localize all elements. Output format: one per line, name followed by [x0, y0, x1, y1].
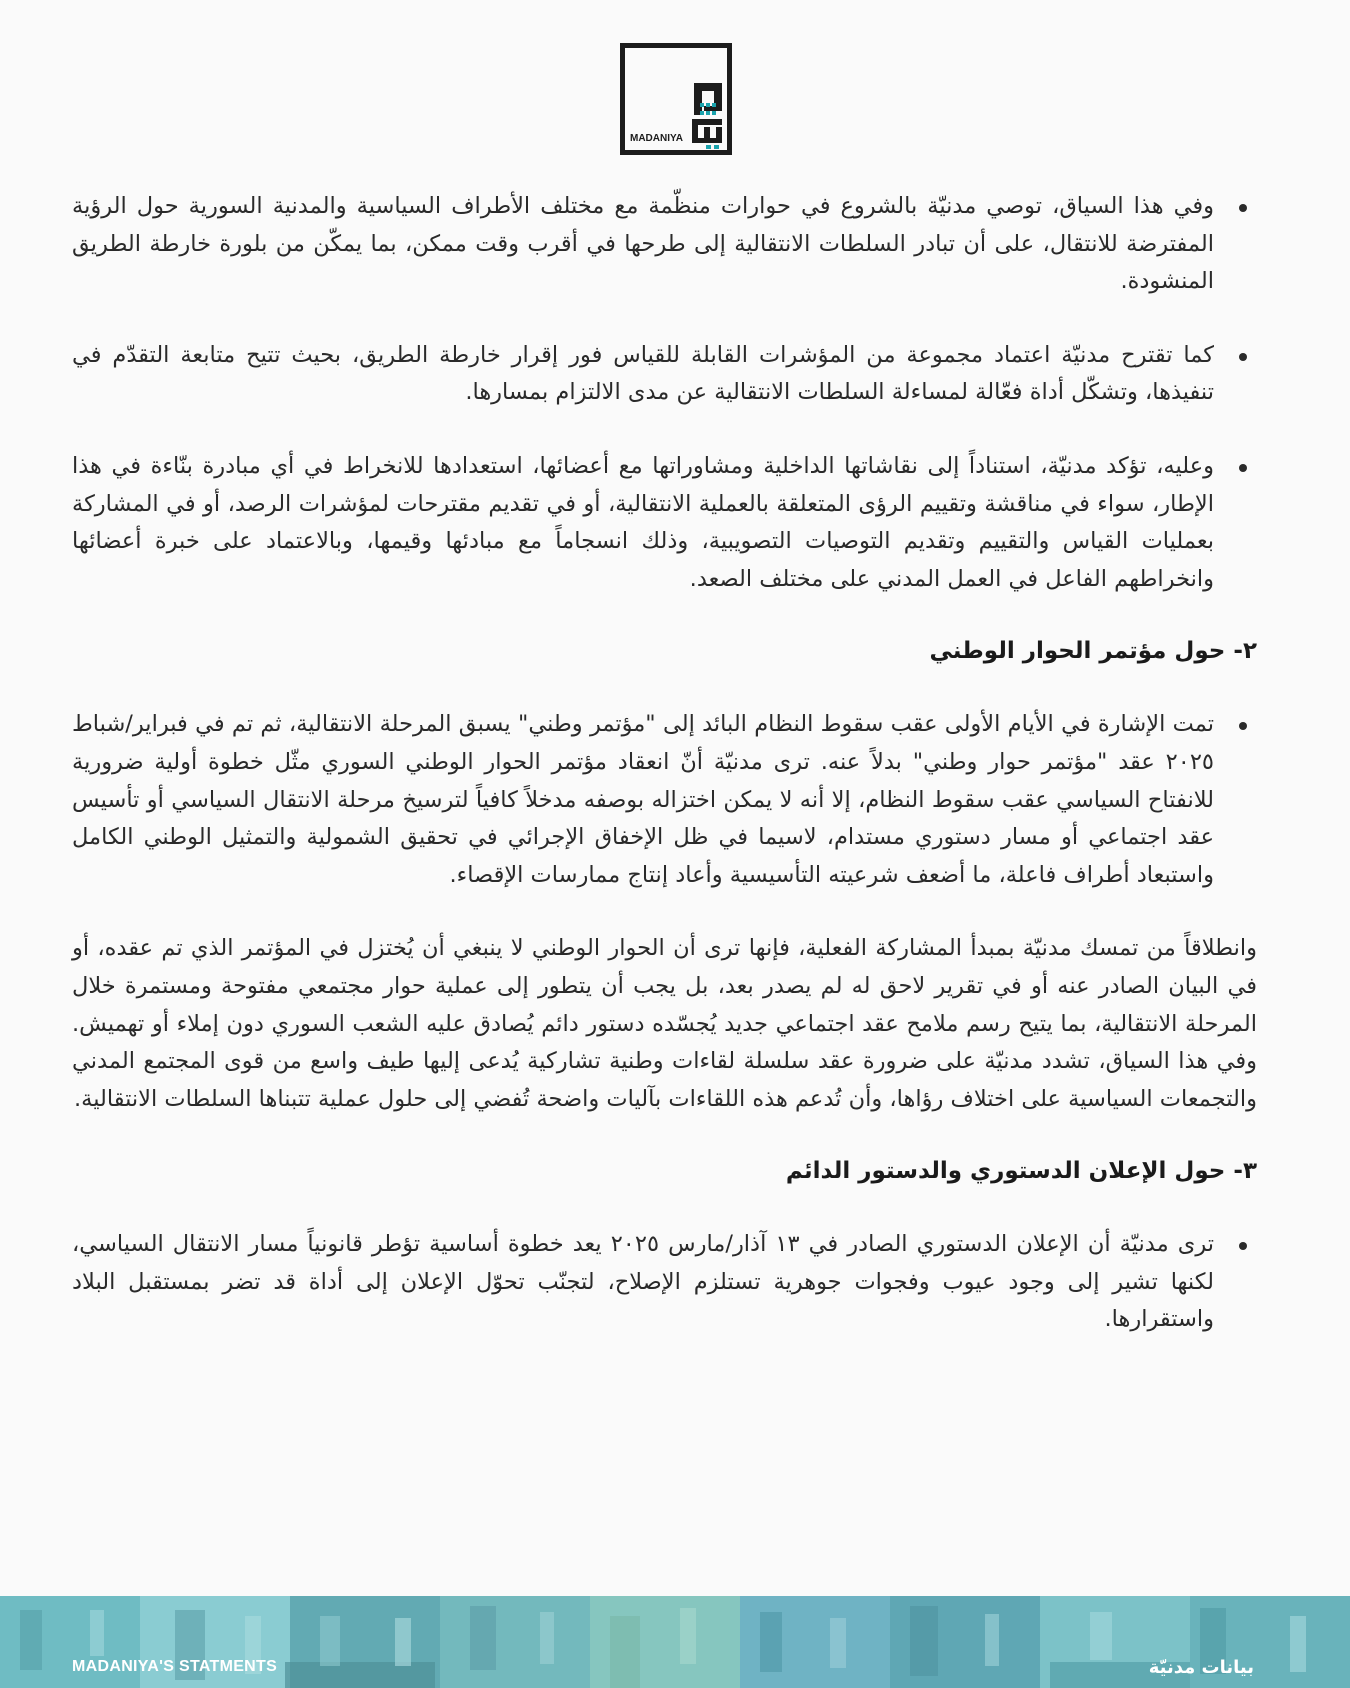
list-item [72, 337, 1257, 412]
logo-text: MADANIYA [630, 133, 683, 144]
madaniya-logo-icon [620, 43, 732, 155]
footer-title-ar: بيانات مدنيّة [1148, 1657, 1254, 1678]
body-paragraph: وانطلاقاً من تمسك مدنيّة بمبدأ المشاركة الفعلية، فإنها ترى أن الحوار الوطني لا ينبغي أن يُختزل في المؤتمر الذي تم عقده، أو في البيان الصادر عنه أو في تقرير لاحق له لم يصدر بعد، بل يجب أن يتطور إلى عملية حوار مجتمعي مفتوحة ومستمرة خلال المرحلة الانتقالية، بما يتيح رسم ملامح عقد اجتماعي جديد يُجسّده دستور دائم يُصادق عليه الشعب السوري دون إملاء أو تهميش. وفي هذا السياق، تشدد مدنيّة على ضرورة عقد سلسلة لقاءات وطنية تشاركية يُدعى إليها طيف واسع من قوى المجتمع المدني والتجمعات السياسية على اختلاف رؤاها، وأن تُدعم هذه اللقاءات بآليات واضحة تُفضي إلى حلول عملية تتبناها السلطات الانتقالية. [72, 935, 1257, 1112]
list-item-text: وفي هذا السياق، توصي مدنيّة بالشروع في حوارات منظّمة مع مختلف الأطراف السياسية والمدنية السورية حول الرؤية المفترضة للانتقال، على أن تبادر السلطات الانتقالية إلى طرحها في أقرب وقت ممكن، بما يمكّن من بلورة خارطة الطريق المنشودة. [72, 193, 1214, 295]
bullet-icon [1239, 1242, 1247, 1250]
footer-title-en: MADANIYA'S STATMENTS [72, 1658, 278, 1675]
bullet-icon [1239, 722, 1247, 730]
page-footer [0, 1596, 1350, 1688]
statement-body [72, 188, 1257, 1375]
list-item-text: تمت الإشارة في الأيام الأولى عقب سقوط النظام البائد إلى "مؤتمر وطني" يسبق المرحلة الانتقالية، ثم تم في فبراير/شباط ٢٠٢٥ عقد "مؤتمر حوار وطني" بدلاً عنه. ترى مدنيّة أنّ انعقاد مؤتمر الحوار الوطني السوري مثّل خطوة أولية ضرورية للانفتاح السياسي عقب سقوط النظام، إلا أنه لا يمكن اختزاله بوصفه مدخلاً كافياً لترسيخ مرحلة الانتقال السياسي أو تأسيس عقد اجتماعي أو مسار دستوري مستدام، لاسيما في ظل الإخفاق الإجرائي في تحقيق الشمولية والتمثيل الوطني الكامل واستبعاد أطراف فاعلة، ما أضعف شرعيته التأسيسية وأعاد إنتاج ممارسات الإقصاء. [72, 711, 1214, 888]
list-item [72, 188, 1257, 301]
list-item-text: ترى مدنيّة أن الإعلان الدستوري الصادر في ١٣ آذار/مارس ٢٠٢٥ يعد خطوة أساسية تؤطر قانونياً مسار الانتقال السياسي، لكنها تشير إلى وجود عيوب وفجوات جوهرية تستلزم الإصلاح، لتجنّب تحوّل الإعلان إلى أداة قد تضر بمستقبل البلاد واستقرارها. [72, 1231, 1214, 1333]
list-item [72, 448, 1257, 598]
list-item-text: وعليه، تؤكد مدنيّة، استناداً إلى نقاشاتها الداخلية ومشاوراتها مع أعضائها، استعدادها للانخراط في أي مبادرة بنّاءة في هذا الإطار، سواء في مناقشة وتقييم الرؤى المتعلقة بالعملية الانتقالية، أو في تقديم مقترحات لمؤشرات الرصد، أو في المشاركة بعمليات القياس والتقييم وتقديم التوصيات التصويبية، وذلك انسجاماً مع مبادئها وقيمها، وبالاعتماد على خبرة أعضائها وانخراطهم الفاعل في العمل المدني على مختلف الصعد. [72, 452, 1214, 592]
bullet-icon [1239, 464, 1247, 472]
list-item [72, 706, 1257, 894]
madaniya-logo [620, 43, 732, 155]
section-heading: ٣- حول الإعلان الدستوري والدستور الدائم [785, 1158, 1257, 1185]
bullet-icon [1239, 204, 1247, 212]
list-item [72, 1226, 1257, 1339]
section-heading: ٢- حول مؤتمر الحوار الوطني [929, 638, 1257, 665]
list-item-text: كما تقترح مدنيّة اعتماد مجموعة من المؤشرات القابلة للقياس فور إقرار خارطة الطريق، بحيث تتيح متابعة التقدّم في تنفيذها، وتشكّل أداة فعّالة لمساءلة السلطات الانتقالية عن مدى الالتزام بمسارها. [72, 341, 1214, 406]
bullet-icon [1239, 353, 1247, 361]
